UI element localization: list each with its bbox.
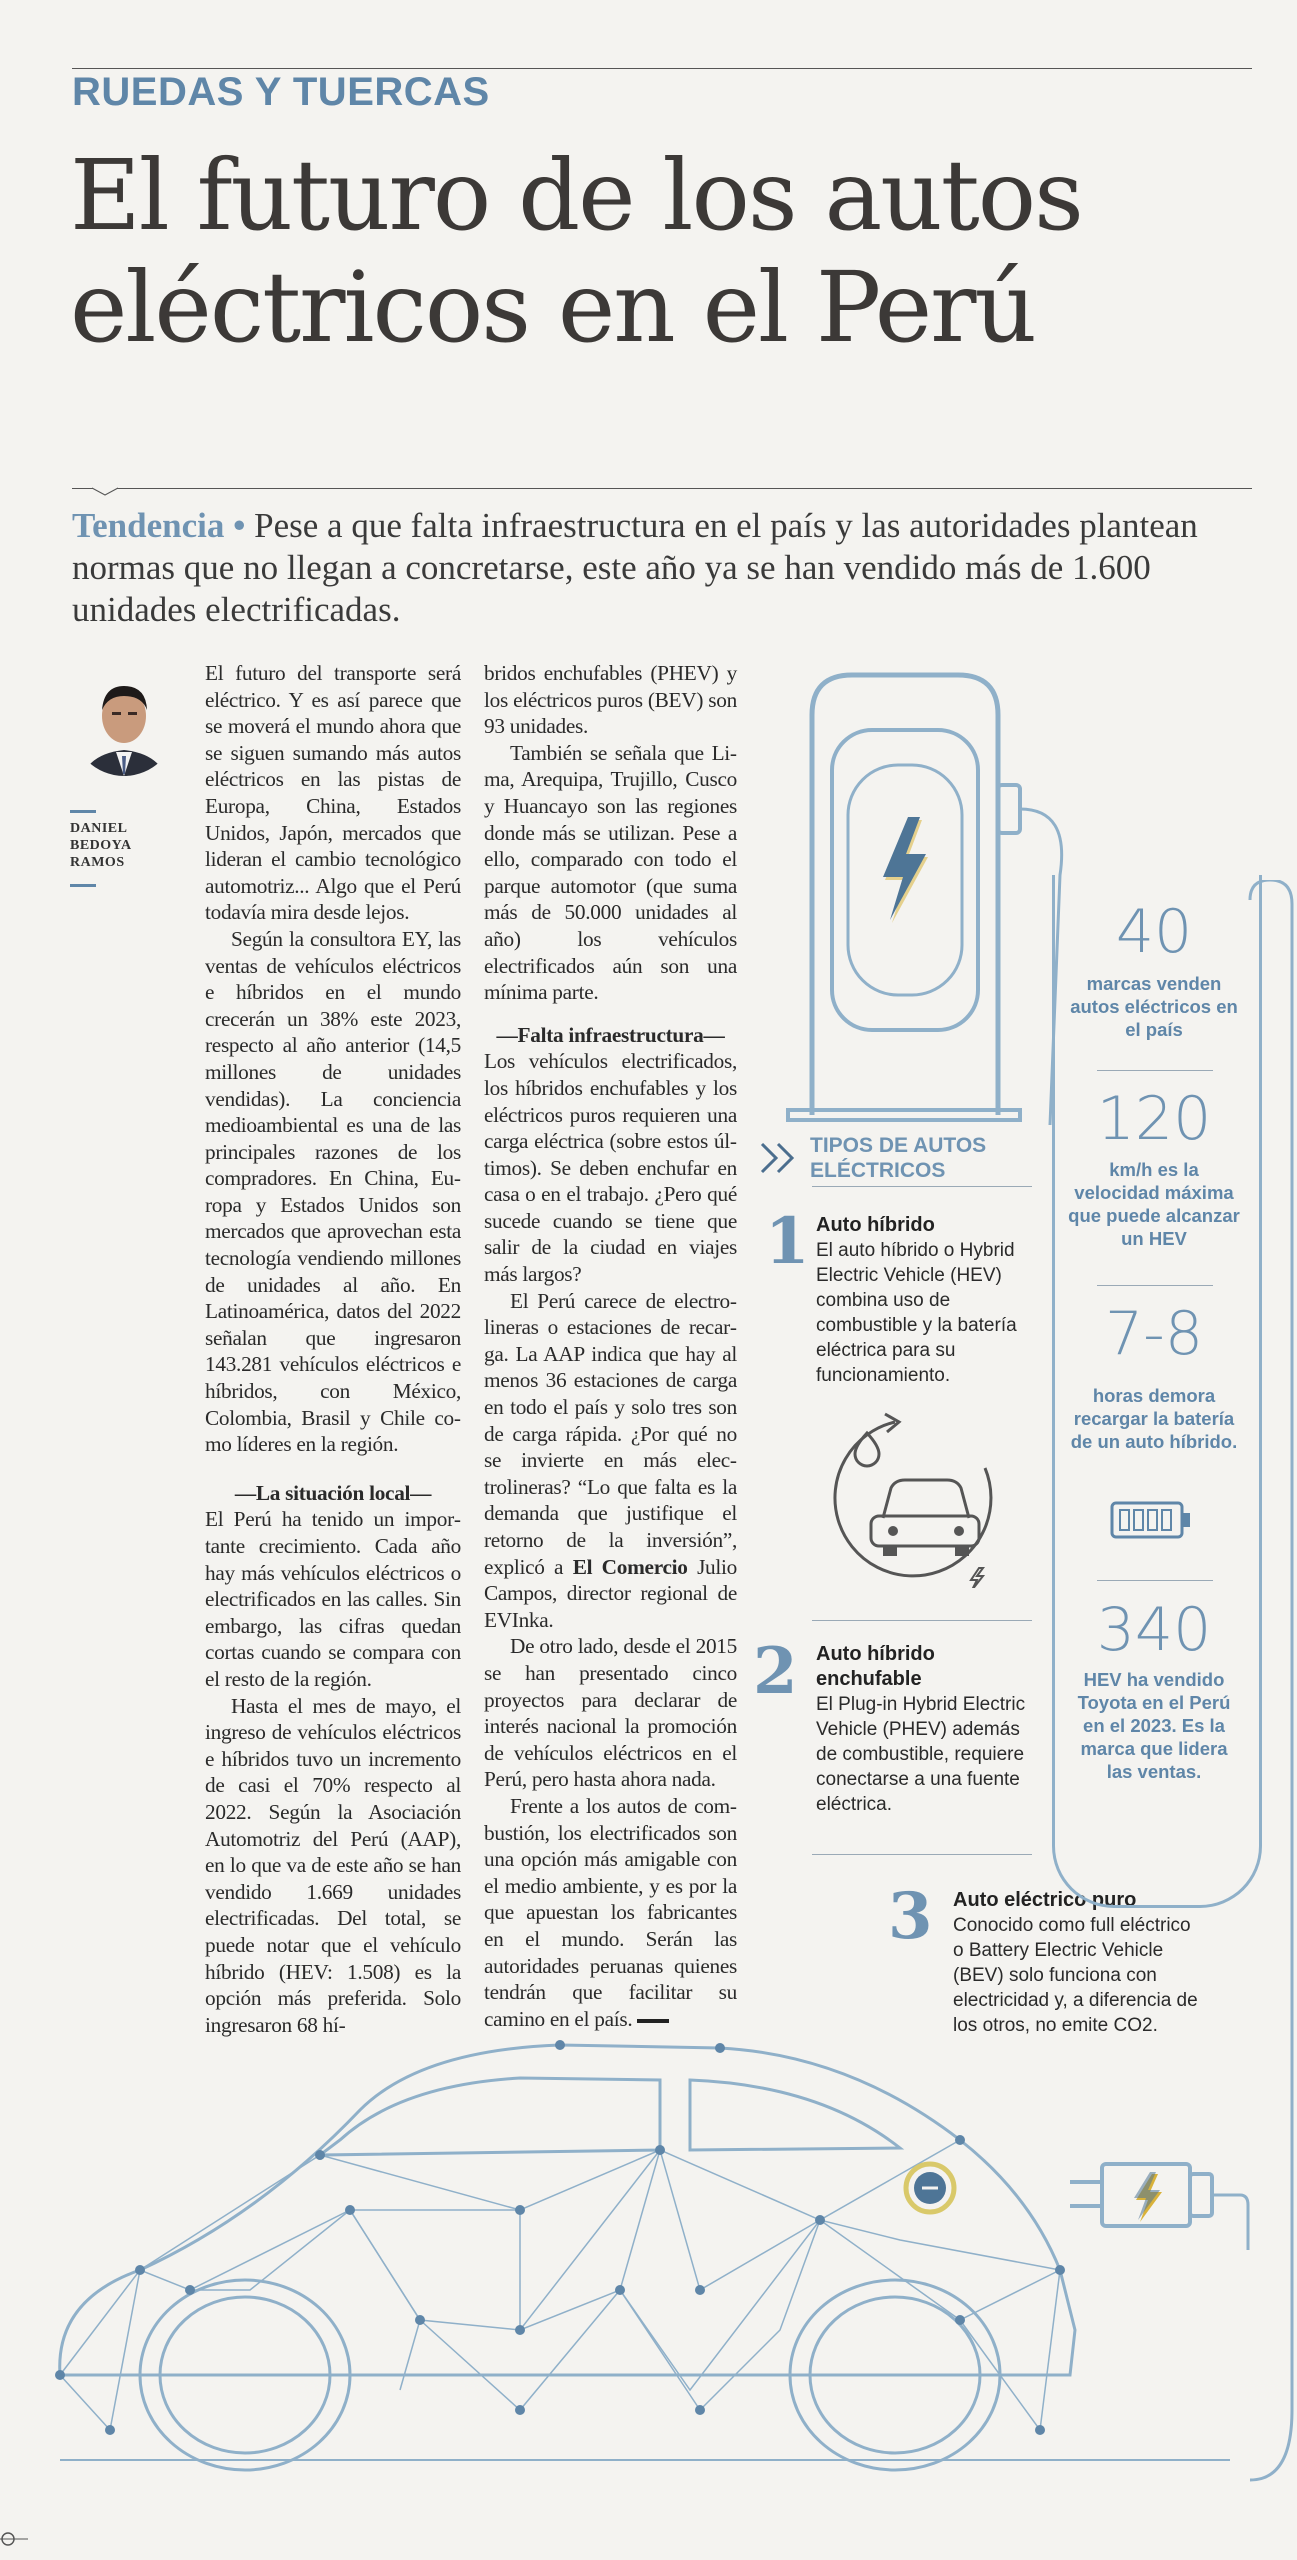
article-paragraph: bridos enchufables (PHEV) y los eléctricos puros (BEV) son 93 unidades. xyxy=(484,661,737,739)
infographic-title: TIPOS DE AUTOS ELÉCTRICOS xyxy=(810,1134,987,1182)
section-label: RUEDAS Y TUERCAS xyxy=(72,70,490,114)
stat-text-2: km/h es la velocidad máxima que puede alcanzar un HEV xyxy=(1068,1159,1240,1249)
type-title-2: Auto híbrido enchufable xyxy=(816,1643,935,1690)
author-name-3: RAMOS xyxy=(70,855,125,870)
divider xyxy=(812,1620,1032,1621)
article-paragraph: También se señala que Lima, Arequipa, Trujillo, Cusco y Huancayo son las regiones donde más se utilizan. Pese a ello, comparado con todo el parque automotor (que suma más de 50.000 unidades al año) los vehículos electrificados aún son una mínima parte. xyxy=(484,740,737,1005)
paragraph-part: El Perú carece de electrolineras o estaciones de recarga. La AAP indica que hay al menos 36 estaciones de carga en todo el país y solo tres son de carga rápida. ¿Por qué no se invierte en más electrolineras? “Lo que falta es la demanda que justifique el retorno de la inversión”, explicó a xyxy=(484,1288,737,1579)
author-photo xyxy=(72,668,176,784)
divider xyxy=(1097,1285,1213,1286)
author-dash-top xyxy=(70,810,96,813)
author-name-2: BEDOYA xyxy=(70,838,132,853)
headline-line-1: El futuro de los autos xyxy=(70,139,1082,252)
article-column-1 xyxy=(205,660,461,2038)
stat-value-1: 40 xyxy=(1115,897,1193,967)
type-desc-3: Conocido como full eléctrico o Battery Electric Vehicle (BEV) solo funciona con electricidad y, a diferencia de los otros, no emite CO2. xyxy=(953,1915,1198,2036)
article-paragraph: El futuro del transporte será eléctrico. Y es así parece que se moverá el mundo ahora que se siguen sumando más autos eléctricos en las pistas de Europa, China, Estados Unidos, Japón, mercados que lideran el cambio tecnológico automotriz... Algo que el Perú todavía mira desde lejos. xyxy=(205,661,461,925)
paragraph-part: Frente a los autos de combustión, los electrificados son una opción más amigable con el medio ambiente, y es por la que apuestan los fabricantes en el mundo. Serán las autoridades peruanas quienes tendrán que facilitar su camino en el país. xyxy=(484,1793,737,2031)
stat-value-3: 7-8 xyxy=(1105,1299,1203,1369)
subheading-situacion-local: —La situación local— xyxy=(234,1480,432,1505)
subheading-falta-infraestructura: —Falta infraestructura— xyxy=(496,1022,725,1047)
author-dash-bottom xyxy=(70,884,96,887)
page-title xyxy=(70,140,1200,364)
stat-text-1: marcas venden autos eléctricos en el país xyxy=(1070,973,1238,1040)
article-paragraph: Hasta el mes de mayo, el ingreso de vehículos eléctricos e híbridos tuvo un incremento de casi el 70% respecto al 2022. Según la Asociación Automotriz del Perú (AAP), en lo que va de este año se han vendido 1.669 unidades electrificadas. Del total, se puede notar que el vehículo híbrido (HEV: 1.508) es la opción más preferida. Solo ingresaron 68 hí- xyxy=(205,1693,461,2037)
divider xyxy=(812,1854,1032,1855)
article-paragraph xyxy=(484,1288,737,1634)
headline-line-2: eléctricos en el Perú xyxy=(70,251,1035,364)
dek-bullet: • xyxy=(233,506,246,545)
top-rule xyxy=(72,68,1252,69)
rule-notch-icon xyxy=(92,487,118,497)
battery-icon xyxy=(1110,1500,1194,1542)
type-title-1: Auto híbrido xyxy=(816,1214,935,1236)
charging-station-icon xyxy=(770,655,1080,1125)
stat-text-4: HEV ha vendido Toyota en el Perú en el 2023. Es la marca que lidera las ventas. xyxy=(1077,1669,1231,1782)
article-paragraph: El Perú ha tenido un importante crecimiento. Cada año hay más vehículos eléctricos o electrificados en las calles. Sin embargo, las cifras quedan cortas cuando se compara con el resto de la región. xyxy=(205,1507,461,1691)
hybrid-car-cycle-icon xyxy=(825,1408,1015,1588)
stat-value-4: 340 xyxy=(1096,1595,1212,1665)
stat-value-2: 120 xyxy=(1096,1084,1212,1154)
type-number-1: 1 xyxy=(765,1204,810,1279)
type-title-3: Auto eléctrico puro xyxy=(953,1889,1137,1911)
divider xyxy=(1097,1580,1213,1581)
divider xyxy=(1097,1070,1213,1071)
dek-text: Pese a que falta infraestructura en el país y las autoridades plantean normas que no llegan a concretarse, este año ya se han vendido más de 1.600 unidades electrificadas. xyxy=(72,506,1198,629)
divider xyxy=(812,1186,1032,1187)
double-chevron-icon xyxy=(758,1140,802,1176)
dek-rule xyxy=(72,488,1252,489)
type-desc-2: El Plug-in Hybrid Electric Vehicle (PHEV) además de combustible, requiere conectarse a una fuente eléctrica. xyxy=(816,1694,1026,1815)
type-number-3: 3 xyxy=(888,1879,933,1954)
stat-text-3: horas demora recargar la batería de un auto híbrido. xyxy=(1070,1385,1238,1452)
author-byline xyxy=(70,820,132,871)
newspaper-name: El Comercio xyxy=(572,1554,688,1579)
page-mark-icon xyxy=(0,2524,30,2554)
author-name-1: DANIEL xyxy=(70,821,128,836)
article-column-2 xyxy=(484,660,737,2032)
type-desc-1: El auto híbrido o Hybrid Electric Vehicle (HEV) combina uso de combustible y la batería eléctrica para su funcionamiento. xyxy=(816,1240,1017,1386)
article-paragraph: Los vehículos electrificados, los híbridos enchufables y los eléctricos puros requieren una carga eléctrica (sobre estos últimos). Se deben enchufar en casa o en el trabajo. ¿Pero qué sucede cuando se tiene que salir de la ciudad en viajes más largos? xyxy=(484,1049,737,1287)
article-paragraph: De otro lado, desde el 2015 se han presentado cinco proyectos para declarar de interés nacional la promoción de vehículos eléctricos en el Perú, pero hasta ahora nada. xyxy=(484,1634,737,1792)
dek xyxy=(72,505,1222,631)
type-number-2: 2 xyxy=(753,1634,798,1709)
paragraph-part: Julio Campos, director regional de EVInka. xyxy=(484,1554,737,1632)
article-paragraph: Según la consultora EY, las ventas de vehículos eléctricos e híbridos en el mundo crecerán un 38% este 2023, respecto al año anterior (14,5 millones de unidades vendidas). La conciencia medioambiental es una de las principales razones de los compradores. En China, Europa y Estados Unidos son mercados que aprovechan esta tecnología vendiendo millones de unidades al año. En Latinoamérica, datos del 2022 señalan que ingresaron 143.281 vehículos eléctricos e híbridos, con México, Colombia, Brasil y Chile como líderes en la región. xyxy=(205,926,461,1457)
wireframe-car-icon xyxy=(0,1990,1297,2560)
charger-plug-icon xyxy=(1070,2140,1250,2250)
dek-kicker: Tendencia xyxy=(72,506,225,545)
